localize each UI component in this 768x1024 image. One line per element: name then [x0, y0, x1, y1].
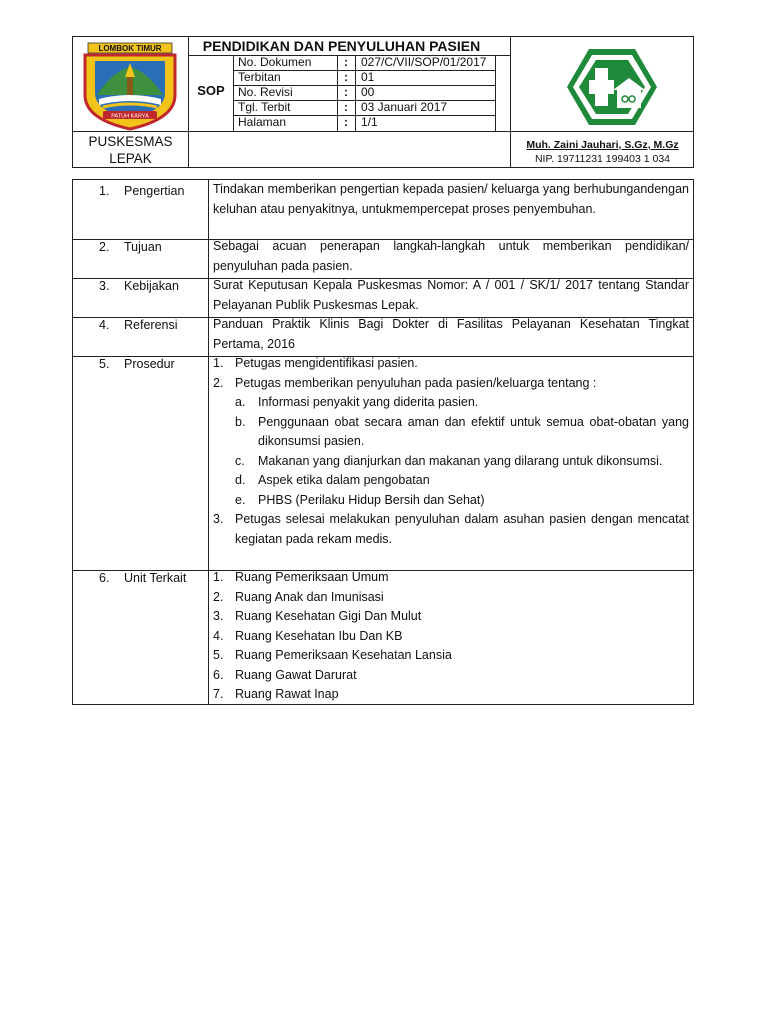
list-item [213, 627, 689, 647]
meta-value: 03 Januari 2017 [361, 100, 448, 114]
item-letter: c. [235, 453, 245, 468]
list-subitem [213, 413, 689, 452]
list-item [213, 568, 689, 588]
meta-colon: : [344, 70, 348, 84]
list-item [213, 588, 689, 608]
item-number: 2. [213, 375, 224, 390]
list-item [213, 685, 689, 705]
meta-row-document-number [233, 55, 495, 70]
sop-label: SOP [197, 83, 225, 98]
section-title: Kebijakan [124, 279, 179, 293]
crest-motto: PATUH KARYA [111, 113, 149, 120]
item-text: Informasi penyakit yang diderita pasien. [258, 395, 479, 409]
section-title: Pengertian [124, 184, 185, 198]
crest-icon [73, 37, 188, 131]
section-title: Prosedur [124, 357, 175, 371]
item-text: Ruang Pemeriksaan Umum [235, 570, 389, 584]
procedure-list [213, 354, 689, 549]
item-number: 1. [213, 570, 224, 584]
item-number: 7. [213, 687, 224, 701]
org-line-1: PUSKESMAS [88, 134, 173, 149]
item-text: Ruang Kesehatan Gigi Dan Mulut [235, 609, 422, 623]
meta-row-page [233, 115, 495, 130]
list-subitem [213, 471, 689, 491]
signer-nip: NIP. 19711231 199403 1 034 [534, 153, 671, 165]
list-subitem [213, 452, 689, 472]
list-item [213, 607, 689, 627]
meta-divider [495, 55, 496, 131]
item-text: Petugas memberikan penyuluhan pada pasien/keluarga tentang : [235, 375, 597, 390]
crest-title: LOMBOK TIMUR [98, 44, 162, 53]
list-subitem [213, 393, 689, 413]
org-line-2: LEPAK [109, 151, 152, 166]
meta-key: No. Revisi [238, 85, 293, 99]
meta-row-revision [233, 85, 495, 100]
list-item [213, 354, 689, 374]
item-text: Ruang Anak dan Imunisasi [235, 589, 384, 604]
item-text: Ruang Rawat Inap [235, 687, 339, 701]
meta-value: 00 [361, 85, 375, 99]
section-text-pengertian: Tindakan memberikan pengertian kepada pasien/ keluarga yang berhubungandengan keluhan atau penyakitnya, untukmempercepat proses penyembuhan. [213, 182, 689, 216]
item-letter: d. [235, 473, 246, 487]
header-divider [188, 37, 189, 167]
item-text: PHBS (Perilaku Hidup Bersih dan Sehat) [258, 492, 485, 507]
item-text: Ruang Pemeriksaan Kesehatan Lansia [235, 648, 452, 662]
section-number: 1. [99, 184, 110, 198]
list-item [213, 374, 689, 394]
organization-name [73, 131, 188, 171]
item-text: Ruang Kesehatan Ibu Dan KB [235, 628, 403, 643]
item-number: 5. [213, 648, 224, 662]
section-number: 6. [99, 571, 110, 585]
item-text: Ruang Gawat Darurat [235, 667, 357, 682]
meta-colon: : [344, 115, 348, 129]
meta-row-edition [233, 70, 495, 85]
section-text-tujuan: Sebagai acuan penerapan langkah-langkah untuk memberikan pendidikan/ penyuluhan pada pasien. [213, 239, 689, 273]
related-units-list [213, 568, 689, 705]
lombok-timur-crest [73, 37, 188, 131]
item-text: Aspek etika dalam pengobatan [258, 473, 430, 487]
item-letter: e. [235, 492, 246, 507]
meta-value: 027/C/VII/SOP/01/2017 [361, 55, 487, 69]
item-number: 1. [213, 356, 224, 370]
item-letter: b. [235, 414, 246, 429]
list-item [213, 666, 689, 686]
section-title: Referensi [124, 318, 178, 332]
meta-colon: : [344, 55, 348, 69]
item-text: Penggunaan obat secara aman dan efektif untuk semua obat-obatan yang dikonsumsi pasien. [258, 414, 689, 448]
section-number: 5. [99, 357, 110, 371]
item-text: Petugas mengidentifikasi pasien. [235, 356, 418, 370]
section-text-referensi: Panduan Praktik Klinis Bagi Dokter di Fasilitas Pelayanan Kesehatan Tingkat Pertama, 2016 [213, 317, 689, 351]
signature-block [510, 131, 695, 169]
meta-key: Halaman [238, 115, 287, 129]
section-number: 4. [99, 318, 110, 332]
meta-key: No. Dokumen [238, 55, 312, 69]
sop-content-table [72, 179, 694, 705]
meta-key: Tgl. Terbit [238, 100, 291, 114]
meta-value: 01 [361, 70, 375, 84]
meta-value: 1/1 [361, 115, 378, 129]
section-number: 3. [99, 279, 110, 293]
meta-colon: : [344, 85, 348, 99]
item-number: 6. [213, 667, 224, 682]
meta-row-issue-date [233, 100, 495, 115]
item-number: 4. [213, 628, 224, 643]
puskesmas-logo-icon [565, 46, 659, 128]
item-letter: a. [235, 395, 246, 409]
section-title: Unit Terkait [124, 571, 187, 585]
meta-key: Terbitan [238, 70, 281, 84]
section-title: Tujuan [124, 240, 162, 254]
puskesmas-logo [565, 46, 659, 128]
item-number: 3. [213, 512, 224, 526]
document-header [72, 36, 694, 168]
document-title: PENDIDIKAN DAN PENYULUHAN PASIEN [202, 38, 481, 54]
item-number: 2. [213, 589, 224, 604]
meta-colon: : [344, 100, 348, 114]
item-text: Petugas selesai melakukan penyuluhan dalam asuhan pasien dengan mencatat kegiatan pada rekam medis. [235, 512, 689, 546]
item-text: Makanan yang dianjurkan dan makanan yang dilarang untuk dikonsumsi. [258, 453, 663, 468]
column-divider [208, 180, 209, 704]
item-number: 3. [213, 609, 224, 623]
signer-name: Muh. Zaini Jauhari, S.Gz, M.Gz [526, 139, 679, 151]
section-text-kebijakan: Surat Keputusan Kepala Puskesmas Nomor: A / 001 / SK/1/ 2017 tentang Standar Pelayanan Publik Puskesmas Lepak. [213, 278, 689, 312]
list-item [213, 510, 689, 549]
list-subitem [213, 491, 689, 511]
section-number: 2. [99, 240, 110, 254]
list-item [213, 646, 689, 666]
